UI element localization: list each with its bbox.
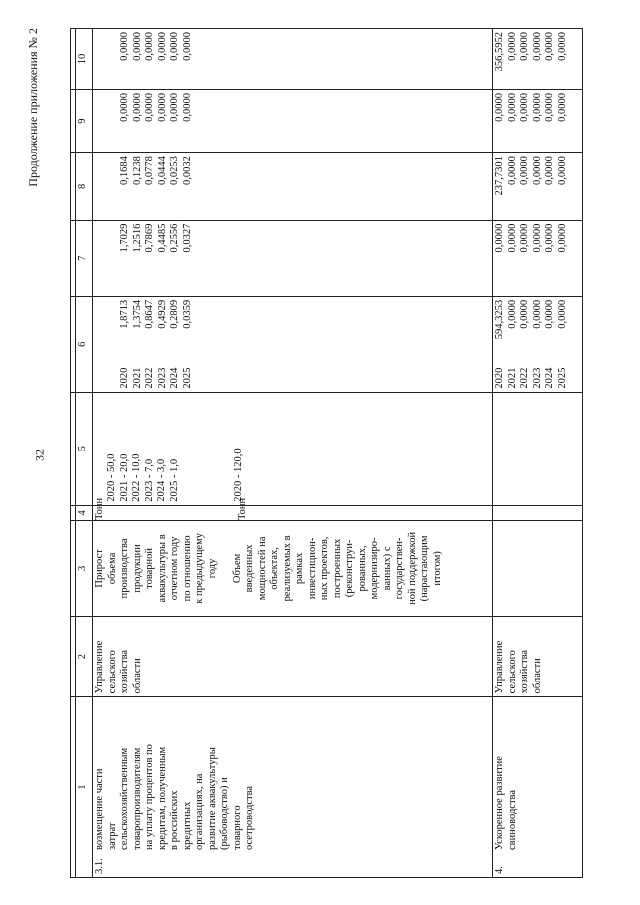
funding-cell-8: 0,1684 0,1238 0,0778 0,0444 0,0253 0,0032 (93, 153, 493, 220)
table-row (93, 29, 493, 878)
unit-cell: Тонн Тонн (93, 505, 493, 520)
indicator-name-cell (493, 521, 583, 617)
column-number-row (76, 29, 93, 878)
column-header: 7 (76, 220, 93, 296)
measure-name: возмещение части затрат сельскохозяйственным товаропроизводителям на уплату процентов по кредитам, полученным в российских кредитных организациях, на развитие аквакультуры (рыбоводство) и товарного осетроводства (94, 744, 255, 850)
column-header: 1 (76, 697, 93, 878)
value-list: 594,3253 0,0000 0,0000 0,0000 0,0000 0,0000 (494, 299, 568, 340)
appendix-caption: Продолжение приложения № 2 (26, 28, 40, 187)
column-header: 5 (76, 392, 93, 505)
measure-name-cell (93, 697, 493, 878)
column-header: 4 (76, 505, 93, 520)
year-list: 2020 2021 2022 2023 2024 2025 (494, 367, 568, 389)
table-row (493, 29, 583, 878)
page-number: 32 (32, 449, 47, 461)
total-funding-cell (93, 296, 493, 392)
program-table (70, 28, 583, 878)
measure-name: Ускоренное развитие свиноводства (494, 756, 518, 850)
measure-name-cell (493, 697, 583, 878)
funding-cell-10: 356,5952 0,0000 0,0000 0,0000 0,0000 0,0000 (493, 29, 583, 90)
target-values-cell (493, 392, 583, 505)
column-header: 10 (76, 29, 93, 90)
column-header: 6 (76, 296, 93, 392)
indicator-name-cell: Прирост объема производства продукции товарной аквакультуры в отчетном году по отношению к предыдущему году Объем введенных мощностей на объектах, реализуемых в рамках инвестицион- ных проектов, построенных (реконструи- рованных, модернизиро- ванных) с государствен- ной поддержкой (нарастающим итогом) (93, 521, 493, 617)
target-values-cell: 2020 - 50,0 2021 - 20,0 2022 - 10,0 2023 - 7,0 2024 - 3,0 2025 - 1,0 2020 - 120,0 (93, 392, 493, 505)
column-header: 3 (76, 521, 93, 617)
total-funding-cell (493, 296, 583, 392)
row-number: 3.1. (94, 858, 105, 874)
funding-cell-8: 237,7301 0,0000 0,0000 0,0000 0,0000 0,0000 (493, 153, 583, 220)
value-list: 1,8713 1,3754 0,8647 0,4929 0,2809 0,0359 (119, 299, 193, 329)
funding-cell-7: 1,7029 1,2516 0,7869 0,4485 0,2556 0,0327 (93, 220, 493, 296)
unit-cell (493, 505, 583, 520)
row-number: 4. (494, 866, 505, 874)
funding-cell-9: 0,0000 0,0000 0,0000 0,0000 0,0000 0,0000 (493, 90, 583, 153)
funding-cell-9: 0,0000 0,0000 0,0000 0,0000 0,0000 0,0000 (93, 90, 493, 153)
year-list: 2020 2021 2022 2023 2024 2025 (119, 367, 193, 389)
executor-cell: Управление сельского хозяйства области (493, 616, 583, 697)
rotated-table-page (26, 28, 605, 878)
column-header: 9 (76, 90, 93, 153)
column-header: 8 (76, 153, 93, 220)
funding-cell-10: 0,0000 0,0000 0,0000 0,0000 0,0000 0,0000 (93, 29, 493, 90)
executor-cell: Управление сельского хозяйства области (93, 616, 493, 697)
column-header: 2 (76, 616, 93, 697)
funding-cell-7: 0,0000 0,0000 0,0000 0,0000 0,0000 0,0000 (493, 220, 583, 296)
